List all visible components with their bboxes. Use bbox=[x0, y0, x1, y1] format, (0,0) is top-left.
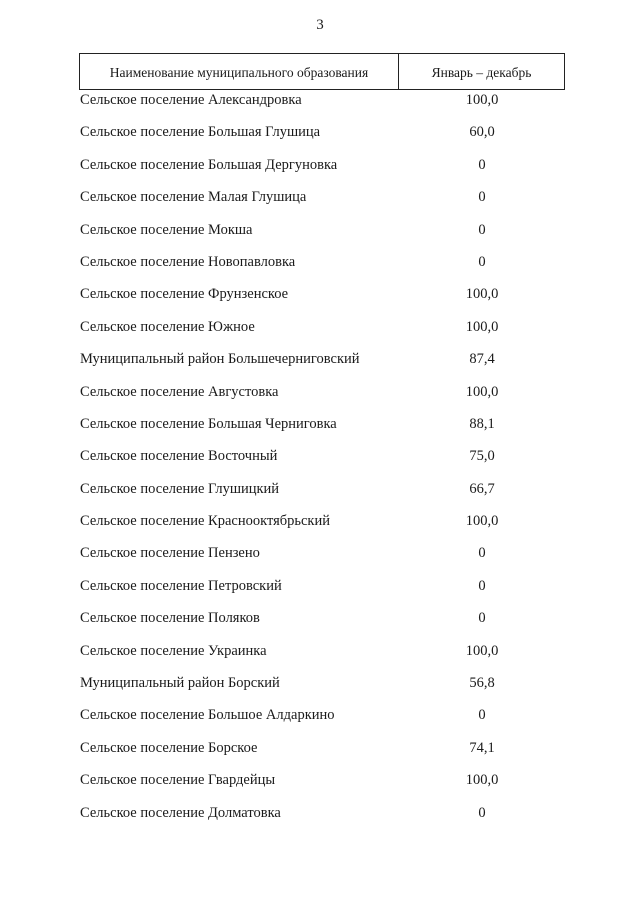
row-value: 100,0 bbox=[465, 772, 499, 789]
row-value: 56,8 bbox=[469, 675, 495, 692]
table-row bbox=[0, 804, 640, 836]
row-municipality-name: Муниципальный район Большечерниговский bbox=[80, 351, 360, 368]
table-row bbox=[0, 156, 640, 188]
row-municipality-name: Сельское поселение Петровский bbox=[80, 577, 282, 594]
row-value: 0 bbox=[478, 610, 486, 627]
table-row bbox=[0, 318, 640, 350]
table-row bbox=[0, 350, 640, 382]
row-municipality-name: Сельское поселение Глушицкий bbox=[80, 480, 280, 497]
table-body bbox=[0, 91, 640, 836]
table-row bbox=[0, 544, 640, 576]
row-municipality-name: Сельское поселение Большая Глушица bbox=[80, 124, 321, 141]
row-value: 0 bbox=[478, 221, 486, 238]
row-value: 0 bbox=[478, 253, 486, 270]
row-value: 100,0 bbox=[465, 92, 499, 108]
row-municipality-name: Сельское поселение Украинка bbox=[80, 642, 267, 659]
row-municipality-name: Сельское поселение Долматовка bbox=[80, 804, 281, 821]
table-row bbox=[0, 123, 640, 155]
table-row bbox=[0, 512, 640, 544]
row-municipality-name: Сельское поселение Малая Глушица bbox=[80, 189, 307, 206]
row-municipality-name: Сельское поселение Краснооктябрьский bbox=[80, 513, 330, 530]
row-value: 0 bbox=[478, 804, 486, 821]
table-row bbox=[0, 221, 640, 253]
header-period: Январь – декабрь bbox=[431, 64, 532, 80]
row-municipality-name: Сельское поселение Большая Дергуновка bbox=[80, 156, 338, 173]
row-value: 100,0 bbox=[465, 642, 499, 659]
row-value: 100,0 bbox=[465, 513, 499, 530]
row-value: 88,1 bbox=[469, 415, 495, 432]
table-header bbox=[79, 53, 565, 90]
row-value: 100,0 bbox=[465, 318, 499, 335]
table-row bbox=[0, 480, 640, 512]
row-value: 0 bbox=[478, 156, 486, 173]
row-municipality-name: Муниципальный район Борский bbox=[80, 675, 280, 692]
row-value: 0 bbox=[478, 577, 486, 594]
row-municipality-name: Сельское поселение Мокша bbox=[80, 221, 253, 238]
row-municipality-name: Сельское поселение Александровка bbox=[80, 92, 302, 108]
page-number: 3 bbox=[316, 17, 324, 33]
row-value: 100,0 bbox=[465, 286, 499, 303]
row-value: 74,1 bbox=[469, 739, 495, 756]
row-value: 0 bbox=[478, 189, 486, 206]
row-value: 66,7 bbox=[469, 480, 495, 497]
row-municipality-name: Сельское поселение Южное bbox=[80, 318, 255, 335]
table-row bbox=[0, 739, 640, 771]
row-value: 0 bbox=[478, 707, 486, 724]
table-row bbox=[0, 674, 640, 706]
table-row bbox=[0, 577, 640, 609]
table-row bbox=[0, 642, 640, 674]
table-row bbox=[0, 415, 640, 447]
table-row bbox=[0, 706, 640, 738]
table-row bbox=[0, 91, 640, 123]
row-municipality-name: Сельское поселение Большое Алдаркино bbox=[80, 707, 335, 724]
row-value: 100,0 bbox=[465, 383, 499, 400]
table-row bbox=[0, 771, 640, 803]
table-row bbox=[0, 609, 640, 641]
row-value: 60,0 bbox=[469, 124, 495, 141]
row-municipality-name: Сельское поселение Гвардейцы bbox=[80, 772, 276, 789]
table-row bbox=[0, 188, 640, 220]
table-row bbox=[0, 447, 640, 479]
header-municipality-name: Наименование муниципального образования bbox=[80, 54, 399, 89]
table-row bbox=[0, 285, 640, 317]
row-municipality-name: Сельское поселение Восточный bbox=[80, 448, 278, 465]
row-value: 0 bbox=[478, 545, 486, 562]
table-row bbox=[0, 383, 640, 415]
row-municipality-name: Сельское поселение Поляков bbox=[80, 610, 260, 627]
table-row bbox=[0, 253, 640, 285]
row-municipality-name: Сельское поселение Августовка bbox=[80, 383, 279, 400]
row-value: 87,4 bbox=[469, 351, 495, 368]
row-municipality-name: Сельское поселение Новопавловка bbox=[80, 253, 296, 270]
row-municipality-name: Сельское поселение Фрунзенское bbox=[80, 286, 289, 303]
row-municipality-name: Сельское поселение Борское bbox=[80, 739, 258, 756]
row-municipality-name: Сельское поселение Пензено bbox=[80, 545, 260, 562]
row-municipality-name: Сельское поселение Большая Черниговка bbox=[80, 415, 337, 432]
row-value: 75,0 bbox=[469, 448, 495, 465]
